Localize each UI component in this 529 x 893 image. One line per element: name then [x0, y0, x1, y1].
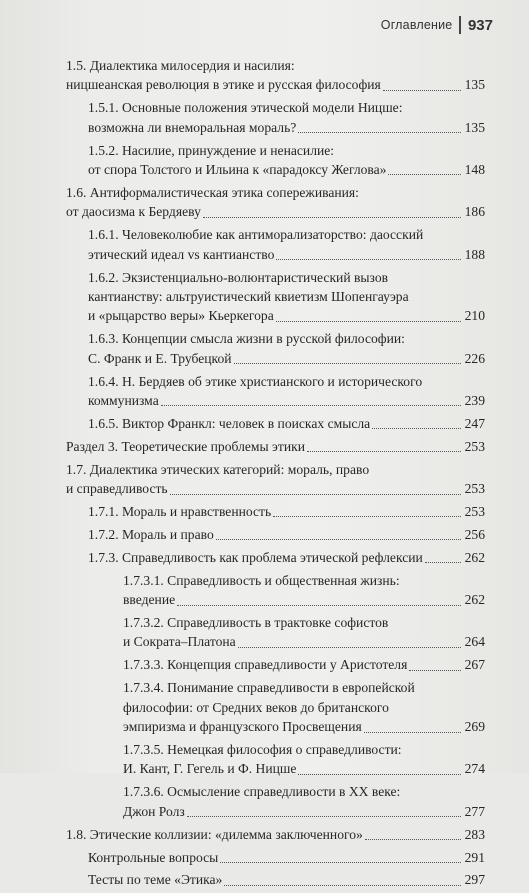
toc-entry	[66, 655, 485, 674]
toc-entry-text: С. Франк и Е. Трубецкой	[88, 350, 232, 366]
toc-entry	[66, 183, 485, 222]
toc-entry-row	[88, 525, 485, 544]
toc-entry	[66, 548, 485, 567]
toc-page-number: 291	[464, 849, 485, 865]
toc-page-number: 226	[464, 350, 485, 366]
dot-leader	[238, 647, 461, 648]
toc-entry-text: введение	[123, 592, 176, 608]
toc-entry-text: Контрольные вопросы	[88, 849, 219, 865]
toc-page-number: 210	[464, 308, 485, 324]
dot-leader	[276, 259, 461, 260]
dot-leader	[220, 862, 461, 863]
toc-entry-text: 1.7.3.1. Справедливость и общественная жизнь:	[123, 572, 400, 588]
toc-entry	[66, 460, 485, 499]
toc-entry-row	[88, 502, 485, 521]
toc-entry	[66, 502, 485, 521]
dot-leader	[234, 363, 461, 364]
toc-entry-text: коммунизма	[88, 393, 159, 408]
toc-entry-row	[66, 437, 485, 456]
toc-entry-text: 1.6. Антиформалистическая этика сопереживания:	[66, 184, 359, 200]
toc-entry-text: 1.7.3. Справедливость как проблема этической рефлексии	[88, 549, 423, 565]
toc-entry-text: 1.8. Этические коллизии: «дилемма заключенного»	[66, 826, 363, 842]
toc-page-number: 283	[464, 826, 485, 842]
toc-entry	[66, 225, 485, 264]
toc-entry	[66, 848, 485, 867]
toc-entry-text: кантианству: альтруистический квиетизм Шопенгауэра	[88, 288, 409, 304]
toc-entry-text: возможна ли внеморальная мораль?	[88, 119, 297, 135]
dot-leader	[203, 217, 461, 218]
toc-entry-row	[123, 590, 485, 609]
toc-page-number: 253	[464, 438, 485, 454]
toc-entry-text: 1.7.2. Мораль и право	[88, 526, 214, 542]
dot-leader	[276, 321, 461, 322]
toc-entry	[66, 525, 485, 544]
toc-entry-text: 1.7.3.3. Концепция справедливости у Аристотеля	[123, 657, 408, 673]
toc-entry-text: Раздел 3. Теоретические проблемы этики	[66, 438, 305, 454]
toc-entry	[66, 678, 485, 736]
toc-entry-text: Тесты по теме «Этика»	[88, 872, 223, 888]
toc-page-number: 256	[464, 526, 485, 542]
toc-entry-text: 1.7.3.4. Понимание справедливости в европейской	[123, 680, 415, 696]
toc-entry	[66, 613, 485, 652]
toc-entry-row	[123, 717, 485, 736]
toc-entry-row	[123, 655, 485, 674]
toc-entry-text: 1.6.5. Виктор Франкл: человек в поисках смысла	[88, 415, 371, 431]
toc-page-number: 262	[464, 592, 485, 608]
toc-page-number: 186	[464, 204, 485, 220]
toc-entry-text: 1.6.2. Экзистенциально-волюнтаристический вызов	[88, 269, 389, 285]
toc-page-number: 148	[464, 162, 485, 178]
toc-entry-text: И. Кант, Г. Гегель и Ф. Ницше	[123, 761, 297, 777]
toc-entry-row	[123, 802, 485, 821]
toc-entry-text: и Сократа–Платона	[123, 634, 236, 650]
toc-page-number: 269	[464, 719, 485, 735]
page-number: 937	[467, 16, 493, 34]
dot-leader	[388, 174, 461, 175]
dot-leader	[364, 732, 461, 733]
toc-entry-text: 1.7.1. Мораль и нравственность	[88, 504, 272, 520]
toc-entry-row	[66, 825, 485, 844]
toc-entry-row	[123, 632, 485, 651]
toc-page-number: 264	[464, 634, 485, 650]
dot-leader	[307, 451, 461, 452]
toc-entry-text: и справедливость	[66, 481, 168, 497]
toc-entry	[66, 329, 485, 368]
table-of-contents	[66, 56, 485, 893]
toc-entry	[66, 56, 485, 95]
toc-page-number: 262	[464, 549, 485, 565]
toc-entry-row	[88, 870, 485, 889]
toc-entry	[66, 437, 485, 456]
running-header	[381, 16, 493, 34]
toc-page-number: 274	[464, 761, 485, 777]
toc-entry	[66, 870, 485, 889]
toc-entry-row	[88, 245, 485, 264]
toc-entry	[66, 414, 485, 433]
toc-entry-text: 1.5. Диалектика милосердия и насилия:	[66, 58, 295, 73]
toc-entry-row	[123, 759, 485, 778]
toc-entry-text: философии: от Средних веков до британского	[123, 699, 389, 715]
toc-entry-text: 1.7.3.5. Немецкая философия о справедливости:	[123, 742, 402, 757]
toc-entry-text: 1.6.1. Человеколюбие как антиморализаторство: даосский	[88, 227, 424, 243]
toc-page-number: 239	[464, 393, 485, 408]
toc-page-number: 135	[464, 119, 485, 135]
toc-entry	[66, 372, 485, 411]
toc-entry-row	[88, 548, 485, 567]
toc-entry-text: Джон Ролз	[123, 803, 185, 819]
running-header-title: Оглавление	[380, 18, 453, 32]
dot-leader	[177, 605, 461, 606]
toc-entry-text: 1.7. Диалектика этических категорий: мораль, право	[66, 461, 370, 477]
toc-entry-row	[88, 306, 485, 325]
toc-entry-text: эмпиризма и французского Просвещения	[123, 719, 362, 735]
toc-entry-text: и «рыцарство веры» Кьеркегора	[88, 308, 274, 324]
toc-entry-text: 1.6.4. Н. Бердяев об этике христианского и исторического	[88, 373, 423, 389]
toc-entry-row	[88, 160, 485, 179]
dot-leader	[170, 494, 461, 495]
toc-page-number: 267	[464, 657, 485, 673]
toc-entry-row	[88, 414, 485, 433]
dot-leader	[298, 132, 461, 133]
dot-leader	[216, 539, 461, 540]
toc-entry-text: этический идеал vs кантианство	[88, 246, 275, 262]
toc-entry-text: 1.7.3.2. Справедливость в трактовке софистов	[123, 615, 389, 631]
toc-entry-text: 1.5.2. Насилие, принуждение и ненасилие:	[88, 142, 335, 158]
header-divider	[459, 16, 461, 34]
dot-leader	[273, 516, 461, 517]
toc-entry	[66, 268, 485, 326]
toc-page-number: 135	[464, 77, 485, 93]
toc-entry-text: ницшеанская революция в этике и русская философия	[66, 77, 381, 93]
toc-entry-text: 1.5.1. Основные положения этической модели Ницше:	[88, 100, 403, 116]
toc-entry-row	[88, 391, 485, 410]
toc-entry-text: 1.6.3. Концепции смысла жизни в русской философии:	[88, 331, 405, 347]
dot-leader	[187, 816, 461, 817]
dot-leader	[383, 90, 461, 91]
dot-leader	[224, 885, 461, 886]
toc-entry	[66, 782, 485, 821]
dot-leader	[409, 670, 461, 671]
toc-entry-row	[88, 349, 485, 368]
toc-entry-text: 1.7.3.6. Осмысление справедливости в XX веке:	[123, 784, 401, 800]
toc-page-number: 253	[464, 504, 485, 520]
toc-page-number: 277	[464, 803, 485, 819]
dot-leader	[161, 405, 461, 406]
toc-entry-text: от спора Толстого и Ильина к «парадоксу Жеглова»	[88, 162, 387, 178]
toc-entry	[66, 825, 485, 844]
dot-leader	[372, 428, 461, 429]
toc-entry-row	[66, 202, 485, 221]
toc-page-number: 297	[464, 872, 485, 888]
toc-page-number: 188	[464, 246, 485, 262]
toc-entry-row	[88, 118, 485, 137]
toc-entry	[66, 141, 485, 180]
toc-entry-text: от даосизма к Бердяеву	[66, 204, 201, 220]
toc-entry-row	[66, 479, 485, 498]
dot-leader	[298, 774, 461, 775]
toc-page-number: 247	[464, 415, 485, 431]
dot-leader	[365, 839, 461, 840]
toc-entry	[66, 571, 485, 610]
toc-entry-row	[88, 848, 485, 867]
toc-page-number: 253	[464, 481, 485, 497]
toc-entry-row	[66, 75, 485, 94]
dot-leader	[425, 562, 461, 563]
toc-entry	[66, 98, 485, 137]
